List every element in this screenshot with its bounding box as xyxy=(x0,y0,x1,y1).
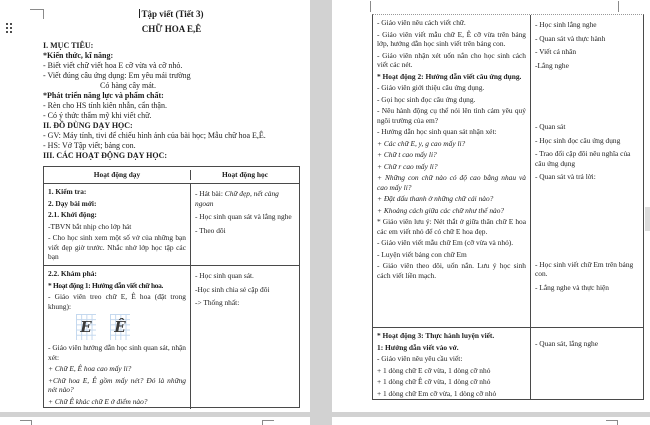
section-heading: III. CÁC HOẠT ĐỘNG DẠY HỌC: xyxy=(43,151,168,160)
crop-mark xyxy=(618,1,619,12)
cell-line: 2.1. Khởi động: xyxy=(48,210,97,219)
specimen-letter: E xyxy=(80,318,92,336)
cell-line: - Giáo viên giới thiệu câu ứng dụng. xyxy=(377,83,485,92)
table-row xyxy=(373,327,643,400)
cell-line: - Hướng dẫn học sinh quan sát nhận xét: xyxy=(377,127,497,136)
specimen-letter: Ê xyxy=(114,318,126,336)
teacher-cell xyxy=(44,266,191,409)
col-header-teacher: Hoạt động dạy xyxy=(44,170,191,180)
body-line: - HS: Vở Tập viết; bảng con. xyxy=(43,141,136,150)
doc-title-line2: CHỮ HOA E,Ê xyxy=(141,24,202,34)
response-group xyxy=(535,122,639,182)
section-heading: I. MỤC TIÊU: xyxy=(43,41,94,50)
cell-line: - Học sinh quan sát và lắng nghe xyxy=(195,212,292,221)
cell-line: + 1 dòng chữ Ê cỡ vừa, 1 dòng cỡ nhỏ xyxy=(377,377,491,386)
cell-line: - Quan sát và trả lời: xyxy=(535,172,596,181)
cell-line: -> Thống nhất: xyxy=(195,298,240,307)
crop-mark xyxy=(262,420,263,425)
cell-line: -TBVN bắt nhịp cho lớp hát xyxy=(48,221,132,231)
doc-title-text: Tập viết (Tiết 3) xyxy=(141,9,204,19)
teacher-cell xyxy=(373,15,531,327)
cell-line: 1. Kiểm tra: xyxy=(48,187,87,196)
page-2 xyxy=(332,0,650,412)
cell-line: - Quan sát và thực hành xyxy=(535,33,606,43)
question-line: + Các chữ E, y, g cao mấy li? xyxy=(377,138,466,148)
doc-title-line1 xyxy=(43,9,300,19)
student-cell xyxy=(531,15,643,327)
response-group xyxy=(535,20,639,70)
cell-line: - Giáo viên nhận xét uốn nắn cho học sinh cách viết các nét. xyxy=(377,50,526,69)
body-line: - Rèn cho HS tính kiên nhẫn, cẩn thận. xyxy=(43,101,167,110)
cell-line: * Hoạt động 3: Thực hành luyện viết. xyxy=(377,331,495,340)
cell-line: - Học sinh quan sát. xyxy=(195,271,254,280)
page1-content xyxy=(43,9,300,161)
cell-line: -Học sinh chia sẻ cặp đôi xyxy=(195,284,270,294)
response-group xyxy=(535,260,639,293)
table-row xyxy=(373,15,643,327)
letter-e-specimen-icon xyxy=(76,314,96,340)
cell-line: - Theo dõi xyxy=(195,225,226,235)
cell-line: - Gọi học sinh đọc câu ứng dụng. xyxy=(377,94,476,104)
table-header-row xyxy=(44,167,299,183)
cell-line: - Giáo viên treo chữ E, Ê hoa (đặt trong khung): xyxy=(48,292,186,311)
page-1 xyxy=(0,0,310,412)
table-row xyxy=(44,183,299,265)
col-header-student: Hoạt động học xyxy=(222,170,268,180)
cell-line: - Lắng nghe và thực hiện xyxy=(535,282,609,292)
table-move-handle-icon[interactable] xyxy=(6,23,8,25)
teacher-cell xyxy=(373,328,531,400)
cell-line: - Giáo viên nêu cách viết chữ. xyxy=(377,18,466,27)
student-cell xyxy=(531,328,643,400)
cell-line: - Học sinh lắng nghe xyxy=(535,20,597,29)
cell-line: - Học sinh đọc câu ứng dụng xyxy=(535,135,621,145)
cell-line: - Học sinh viết chữ Em trên bảng con. xyxy=(535,259,634,278)
crop-mark xyxy=(370,1,371,12)
sub-heading: *Kiến thức, kĩ năng: xyxy=(43,51,114,60)
page-4-top-edge xyxy=(332,417,650,425)
question-line: + Khoảng cách giữa các chữ như thế nào? xyxy=(377,205,505,215)
activities-table-page2 xyxy=(372,14,644,400)
cell-line: 1: Hướng dẫn viết vào vở. xyxy=(377,342,459,352)
cell-line: - Quan sát xyxy=(535,122,566,131)
question-line: +Chữ hoa E, Ê gồm mấy nét? Đó là những nét nào? xyxy=(48,375,186,394)
crop-mark xyxy=(31,420,32,425)
body-line: - GV: Máy tính, tivi để chiếu hình ảnh của bài học; Mẫu chữ hoa E,Ê. xyxy=(43,131,266,140)
cell-line xyxy=(48,264,186,266)
crop-mark xyxy=(262,420,274,421)
cell-line: - Giáo viên theo dõi, uốn nắn. Lưu ý học sinh cách viết liền mạch. xyxy=(377,261,526,280)
cell-line: - Giáo viên viết mẫu chữ E, Ê cỡ vừa trên bảng lớp, hướng dẫn học sinh viết trên bảng con. xyxy=(377,29,526,48)
cell-line: - Luyện viết bảng con chữ Em xyxy=(377,249,467,259)
cell-line: - Quan sát, lắng nghe xyxy=(535,339,599,348)
question-line: + Chữ E, Ê hoa cao mấy li? xyxy=(48,364,132,373)
cell-line: + 1 dòng chữ E cỡ vừa, 1 dòng cỡ nhỏ xyxy=(377,365,491,375)
letter-specimens xyxy=(76,314,186,340)
cell-line: + 1 dòng chữ Em cỡ vừa, 1 dòng cỡ nhỏ xyxy=(377,388,497,398)
cell-line: * Hoạt động 2: Hướng dẫn viết câu ứng dụng. xyxy=(377,71,522,81)
body-line: - Có ý thức thẩm mỹ khi viết chữ. xyxy=(43,111,152,120)
cell-line: - Cho học sinh xem một số vở của những bạn viết đẹp giờ trước. Nhắc nhở lớp học tập các bạn xyxy=(48,233,186,261)
sub-heading: *Phát triển năng lực và phẩm chất: xyxy=(43,91,164,100)
song-title: Chữ đẹp, nết càng ngoan xyxy=(195,189,279,208)
student-cell xyxy=(191,266,299,409)
song-prefix: - Hát bài: xyxy=(195,189,225,198)
body-line: Có hàng cây mát. xyxy=(100,81,156,90)
scrollbar-thumb[interactable] xyxy=(645,207,650,231)
body-line: - Viết đúng câu ứng dụng: Em yêu mái trường xyxy=(43,71,191,80)
question-line: + Chữ Ê khác chữ E ở điểm nào? xyxy=(48,396,148,406)
table-row xyxy=(44,265,299,409)
question-line: + Chữ r cao mấy li? xyxy=(377,161,438,171)
question-line: + Đặt dấu thanh ở những chữ cái nào? xyxy=(377,194,494,203)
cell-line: - Giáo viên hướng dẫn học sinh quan sát, nhận xét: xyxy=(48,343,186,362)
cell-line: - Giáo viên viết mẫu chữ Em (cỡ vừa và nhỏ). xyxy=(377,238,514,247)
cell-line: 2. Dạy bài mới: xyxy=(48,198,97,208)
cell-line: * Hoạt động 1: Hướng dẫn viết chữ hoa. xyxy=(48,280,164,290)
page-3-top-edge xyxy=(0,417,310,425)
activities-table-page1 xyxy=(43,166,300,408)
body-line: - Biết viết chữ viết hoa E cỡ vừa và cỡ nhỏ. xyxy=(43,61,183,70)
question-line: + Những con chữ nào có độ cao bằng nhau và cao mấy li? xyxy=(377,173,526,192)
cell-line: - Giáo viên nêu yêu cầu viết: xyxy=(377,354,463,363)
section-heading: II. ĐỒ DÙNG DẠY HỌC: xyxy=(43,121,133,130)
teacher-cell xyxy=(44,184,191,265)
crop-mark xyxy=(617,420,618,425)
cell-line: - Nêu hành động cụ thể nói lên tình cảm yêu quý ngôi trường của em? xyxy=(377,106,526,125)
cell-line: - Trao đổi cặp đôi nêu nghĩa của câu ứng dụng xyxy=(535,149,631,168)
cell-line: 2.2. Khám phá: xyxy=(48,269,97,278)
cell-line xyxy=(195,189,295,208)
student-cell xyxy=(191,184,299,265)
letter-e-hat-specimen-icon xyxy=(110,314,130,340)
question-line: + Chữ t cao mấy li? xyxy=(377,150,437,159)
cell-line: -Lắng nghe xyxy=(535,60,569,70)
cell-line: - Viết cá nhân xyxy=(535,47,577,56)
cell-line: * Giáo viên lưu ý: Nét thắt ở giữa thân chữ E hoa các em viết nhỏ để có chữ E hoa đẹp. xyxy=(377,217,526,236)
crop-mark xyxy=(43,9,44,19)
crop-mark xyxy=(30,9,43,10)
